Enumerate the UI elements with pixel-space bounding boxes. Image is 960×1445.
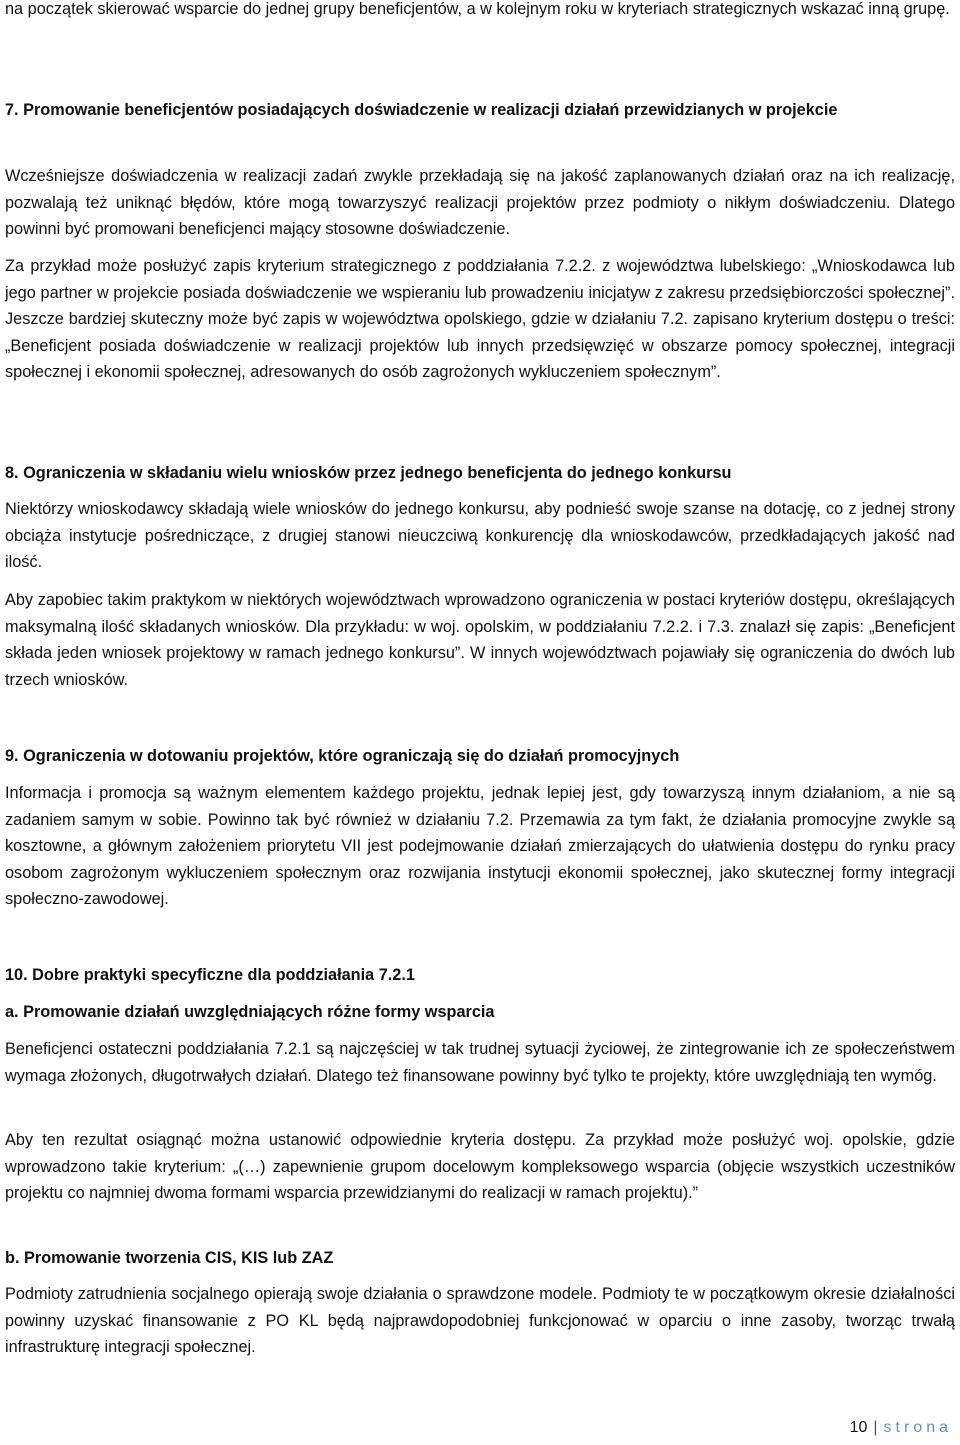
section-7-paragraph-1: Wcześniejsze doświadczenia w realizacji zadań zwykle przekładają się na jakość zaplanowanych działań oraz na ich realizację, pozwalają też uniknąć błędów, które mogą towarzyszyć realizacji projektów przez podmioty o nikłym doświadczeniu. Dlatego powinni być promowani beneficjenci mający stosowne doświadczenie. xyxy=(5,167,955,238)
section-10a-heading: a. Promowanie działań uwzględniających różne formy wsparcia xyxy=(5,1003,495,1021)
page-number: 10 xyxy=(849,1419,868,1436)
section-10-heading: 10. Dobre praktyki specyficzne dla poddziałania 7.2.1 xyxy=(5,966,415,984)
section-10a-paragraph-1: Beneficjenci ostateczni poddziałania 7.2.1 są najczęściej w tak trudnej sytuacji życiowej, że zintegrowanie ich ze społeczeństwem wymaga złożonych, długotrwałych działań. Dlatego też finansowane powinny być tylko te projekty, które uwzględniają ten wymóg. xyxy=(5,1040,955,1085)
section-7-heading: 7. Promowanie beneficjentów posiadających doświadczenie w realizacji działań przewidzianych w projekcie xyxy=(5,101,838,119)
section-9-heading: 9. Ograniczenia w dotowaniu projektów, które ograniczają się do działań promocyjnych xyxy=(5,747,680,765)
page-footer xyxy=(850,1418,952,1438)
footer-page-word: strona xyxy=(883,1419,952,1436)
section-7 xyxy=(5,98,955,122)
intro-paragraph: na początek skierować wsparcie do jednej grupy beneficjentów, a w kolejnym roku w kryteriach strategicznych wskazać inną grupę. xyxy=(5,0,950,18)
section-8-paragraph-1: Niektórzy wnioskodawcy składają wiele wniosków do jednego konkursu, aby podnieść swoje szanse na dotację, co z jednej strony obciąża instytucje pośredniczące, z drugiej stanowi nieuczciwą konkurencję dla wnioskodawców, przedkładających jakość nad ilość. xyxy=(5,500,955,571)
section-7-paragraph-2: Za przykład może posłużyć zapis kryterium strategicznego z poddziałania 7.2.2. z województwa lubelskiego: „Wnioskodawca lub jego partner w projekcie posiada doświadczenie we wspieraniu lub prowadzeniu inicjatyw z zakresu przedsiębiorczości społecznej”. Jeszcze bardziej skuteczny może być zapis w województwa opolskiego, gdzie w działaniu 7.2. zapisano kryterium dostępu o treści: „Beneficjent posiada doświadczenie w realizacji projektów lub innych przedsięwzięć w obszarze pomocy społecznej, integracji społecznej i ekonomii społecznej, adresowanych do osób zagrożonych wykluczeniem społecznym”. xyxy=(5,257,955,381)
section-10a-paragraph-2: Aby ten rezultat osiągnąć można ustanowić odpowiednie kryteria dostępu. Za przykład może posłużyć woj. opolskie, gdzie wprowadzono takie kryterium: „(…) zapewnienie grupom docelowym kompleksowego wsparcia (objęcie wszystkich uczestników projektu co najmniej dwoma formami wsparcia przewidzianymi do realizacji w ramach projektu).” xyxy=(5,1131,955,1202)
section-8-heading: 8. Ograniczenia w składaniu wielu wniosków przez jednego beneficjenta do jednego konkursu xyxy=(5,464,732,482)
footer-separator: | xyxy=(873,1419,878,1436)
section-10b-paragraph-1: Podmioty zatrudnienia socjalnego opierają swoje działania o sprawdzone modele. Podmioty te w początkowym okresie działalności powinny uzyskać finansowanie z PO KL będą najprawdopodobniej funkcjonować w oparciu o inne zasoby, tworząc trwałą infrastrukturę integracji społecznej. xyxy=(5,1285,955,1356)
section-8-paragraph-2: Aby zapobiec takim praktykom w niektórych województwach wprowadzono ograniczenia w postaci kryteriów dostępu, określających maksymalną ilość składanych wniosków. Dla przykładu: w woj. opolskim, w poddziałaniu 7.2.2. i 7.3. znalazł się zapis: „Beneficjent składa jeden wniosek projektowy w ramach jednego konkursu”. W innych województwach pojawiały się ograniczenia do dwóch lub trzech wniosków. xyxy=(5,591,955,689)
section-9-paragraph-1: Informacja i promocja są ważnym elementem każdego projektu, jednak lepiej jest, gdy towarzyszą innym działaniom, a nie są zadaniem samym w sobie. Powinno tak być również w działaniu 7.2. Przemawia za tym fakt, że działania promocyjne zwykle są kosztowne, a głównym założeniem priorytetu VII jest podejmowanie działań zmierzających do ułatwienia dostępu do rynku pracy osobom zagrożonym wykluczeniem społecznym oraz rozwijania instytucji ekonomii społecznej, jako skutecznej formy integracji społeczno-zawodowej. xyxy=(5,784,955,908)
section-10b-heading: b. Promowanie tworzenia CIS, KIS lub ZAZ xyxy=(5,1249,334,1267)
